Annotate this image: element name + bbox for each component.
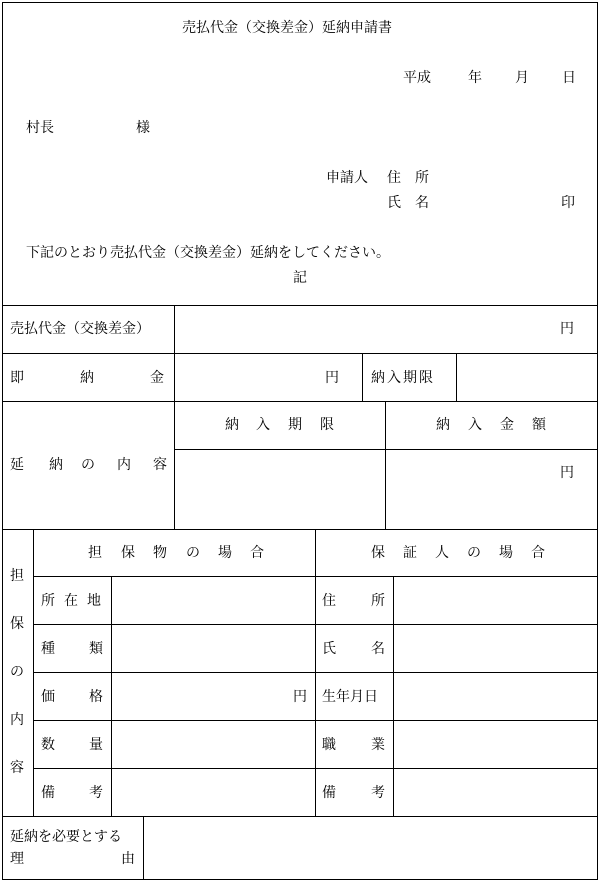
deferral-label-5: 容	[153, 457, 167, 473]
amount-header-4: 額	[532, 417, 546, 433]
collateral-header-5: 場	[218, 545, 232, 561]
rule-table-top	[2, 305, 598, 306]
guarantor-header-4: の	[467, 545, 481, 561]
addressee: 村長	[26, 120, 54, 136]
deferral-yen: 円	[560, 465, 574, 481]
guarantor-header-6: 合	[531, 545, 545, 561]
date-day: 日	[562, 70, 576, 86]
deadline-header-3: 期	[288, 417, 302, 433]
date-year: 年	[468, 70, 482, 86]
rule-deferral-mid	[385, 401, 386, 530]
guarantor-header-3: 人	[435, 545, 449, 561]
guarantor-occupation-label-2: 業	[371, 737, 385, 753]
deadline-header-2: 入	[256, 417, 270, 433]
collateral-type-label-1: 種	[41, 641, 55, 657]
immediate-label-1: 即	[10, 370, 24, 386]
collateral-type-label-2: 類	[89, 641, 103, 657]
guarantor-birthdate-label: 生年月日	[322, 689, 378, 705]
rule-reason-col	[143, 816, 144, 880]
date-era: 平成	[403, 70, 431, 86]
amount-header-2: 入	[468, 417, 482, 433]
seal-mark: 印	[561, 195, 575, 211]
rule-collateral-row3	[33, 672, 598, 673]
collateral-location-label-2: 在	[64, 593, 78, 609]
guarantor-remarks-label-1: 備	[322, 785, 336, 801]
frame-right	[597, 2, 598, 880]
collateral-quantity-label-1: 数	[41, 737, 55, 753]
deadline-header-1: 納	[225, 417, 239, 433]
rule-collateral-row4	[33, 720, 598, 721]
reason-label-line1: 延納を必要とする	[10, 829, 122, 845]
frame-top	[2, 2, 598, 3]
deferral-label-3: の	[81, 457, 95, 473]
deferral-label-2: 納	[49, 457, 63, 473]
rule-collateral-row1	[33, 576, 598, 577]
rule-after-price	[2, 353, 598, 354]
collateral-location-label-3: 地	[87, 593, 101, 609]
collateral-quantity-label-2: 量	[89, 737, 103, 753]
rule-immediate-mid1	[362, 353, 363, 402]
price-label: 売払代金（交換差金）	[10, 321, 150, 337]
collateral-price-label-2: 格	[89, 689, 103, 705]
rule-collateral-mid	[315, 529, 316, 817]
deferral-label-4: 内	[117, 457, 131, 473]
immediate-yen: 円	[325, 370, 339, 386]
collateral-location-label-1: 所	[41, 593, 55, 609]
date-month: 月	[515, 70, 529, 86]
guarantor-header-5: 場	[499, 545, 513, 561]
rule-deferral-header	[174, 449, 598, 450]
immediate-label-3: 金	[150, 370, 164, 386]
rule-after-immediate	[2, 401, 598, 402]
collateral-remarks-label-2: 考	[89, 785, 103, 801]
collateral-label-4: 内	[10, 712, 24, 728]
collateral-header-6: 合	[250, 545, 264, 561]
collateral-header-2: 保	[121, 545, 135, 561]
guarantor-address-label-1: 住	[322, 593, 336, 609]
collateral-header-1: 担	[88, 545, 102, 561]
reason-label-yu: 由	[121, 851, 135, 867]
applicant-name-label: 氏 名	[387, 195, 429, 211]
rule-collateral-row2	[33, 624, 598, 625]
guarantor-occupation-label-1: 職	[322, 737, 336, 753]
rule-collateral-row5	[33, 768, 598, 769]
collateral-label-3: の	[10, 664, 24, 680]
collateral-price-yen: 円	[293, 689, 307, 705]
applicant-address-label: 住 所	[387, 170, 429, 186]
collateral-remarks-label-1: 備	[41, 785, 55, 801]
price-yen: 円	[560, 321, 574, 337]
immediate-label-2: 納	[80, 370, 94, 386]
collateral-header-4: の	[186, 545, 200, 561]
rule-immediate-mid2	[456, 353, 457, 402]
reason-label-ri: 理	[10, 851, 24, 867]
guarantor-name-label-1: 氏	[322, 641, 336, 657]
rule-collateral-label-col	[33, 529, 34, 817]
frame-left	[2, 2, 3, 880]
guarantor-name-label-2: 名	[371, 641, 385, 657]
collateral-header-3: 物	[153, 545, 167, 561]
deadline-header-4: 限	[320, 417, 334, 433]
honorific: 様	[136, 120, 150, 136]
rule-collateral-sub2	[393, 576, 394, 817]
rule-after-collateral	[2, 816, 598, 817]
rule-after-deferral	[2, 529, 598, 530]
ki-mark: 記	[293, 270, 307, 286]
document-title: 売払代金（交換差金）延納申請書	[182, 20, 392, 36]
guarantor-header-2: 証	[403, 545, 417, 561]
amount-header-3: 金	[500, 417, 514, 433]
rule-collateral-sub1	[111, 576, 112, 817]
collateral-price-label-1: 価	[41, 689, 55, 705]
guarantor-address-label-2: 所	[371, 593, 385, 609]
request-sentence: 下記のとおり売払代金（交換差金）延納をしてください。	[26, 245, 390, 261]
rule-label-col	[174, 305, 175, 530]
amount-header-1: 納	[436, 417, 450, 433]
deferral-label-1: 延	[10, 457, 24, 473]
guarantor-header-1: 保	[371, 545, 385, 561]
applicant-label: 申請人	[326, 170, 368, 186]
collateral-label-1: 担	[10, 568, 24, 584]
guarantor-remarks-label-2: 考	[371, 785, 385, 801]
frame-bottom	[2, 879, 598, 880]
immediate-deadline-label: 納入期限	[371, 370, 435, 386]
collateral-label-5: 容	[10, 760, 24, 776]
collateral-label-2: 保	[10, 616, 24, 632]
